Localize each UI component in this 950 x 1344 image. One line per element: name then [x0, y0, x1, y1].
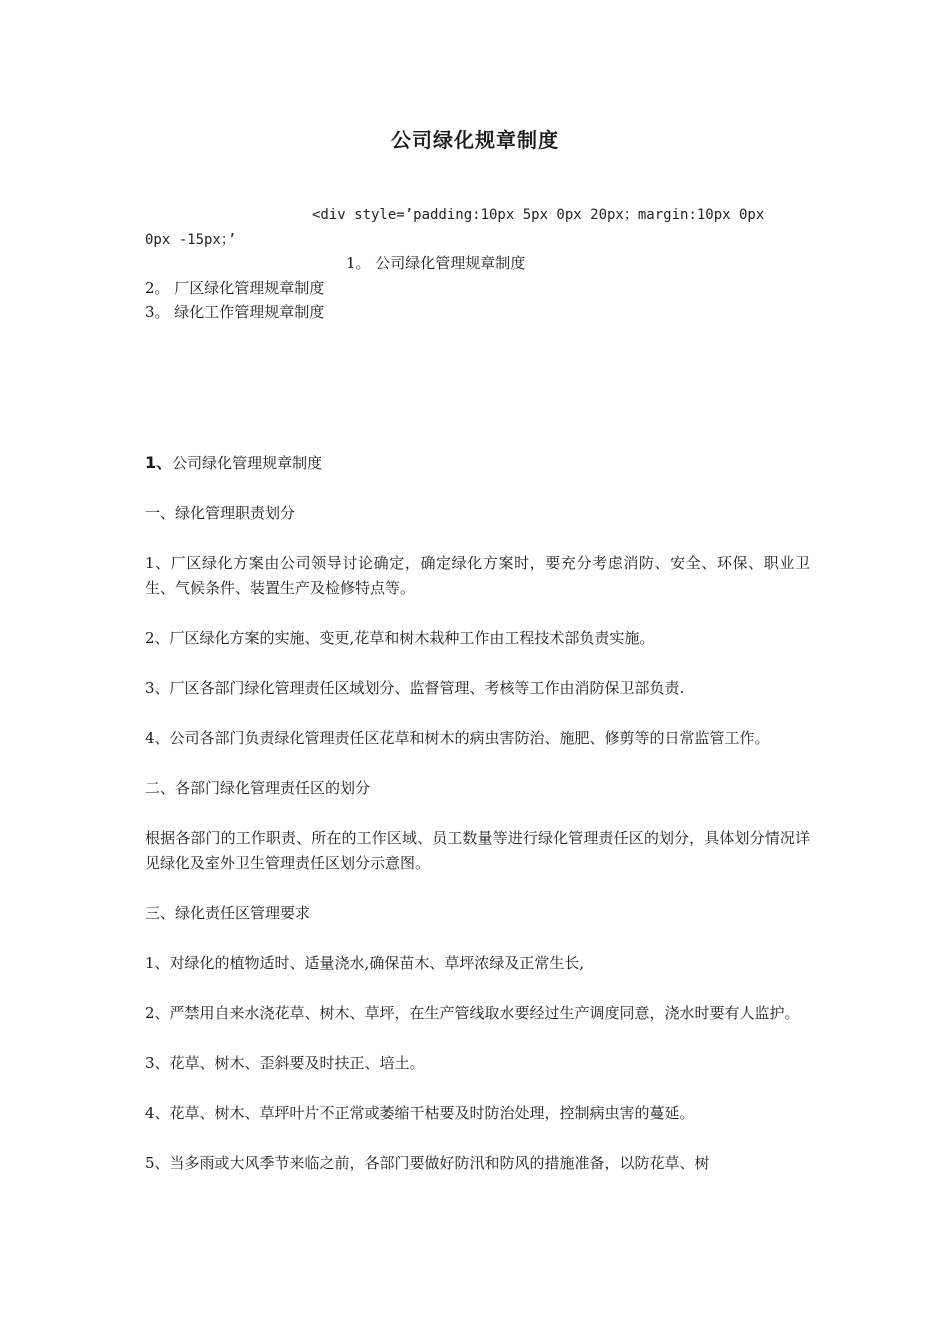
paragraph: 3、厂区各部门绿化管理责任区域划分、监督管理、考核等工作由消防保卫部负责. [145, 679, 685, 697]
paragraph: 根据各部门的工作职责、所在的工作区域、员工数量等进行绿化管理责任区的划分，具体划分情况详见绿化及室外卫生管理责任区划分示意图。 [145, 829, 810, 872]
subheading-responsibilities: 一、绿化管理职责划分 [145, 504, 296, 522]
toc-item-2[interactable]: 2。 厂区绿化管理规章制度 [145, 279, 325, 297]
toc-item-1[interactable]: 1。 公司绿化管理规章制度 [346, 254, 526, 272]
section-number: 1、 [145, 453, 173, 472]
paragraph: 1、厂区绿化方案由公司领导讨论确定，确定绿化方案时，要充分考虑消防、安全、环保、职业卫生、气候条件、装置生产及检修特点等。 [145, 554, 810, 597]
paragraph: 2、严禁用自来水浇花草、树木、草坪，在生产管线取水要经过生产调度同意，浇水时要有人监护。 [145, 1004, 800, 1022]
paragraph: 5、当多雨或大风季节来临之前，各部门要做好防汛和防风的措施准备，以防花草、树 [145, 1154, 710, 1172]
section-title: 公司绿化管理规章制度 [172, 454, 323, 472]
page-title: 公司绿化规章制度 [391, 128, 559, 152]
paragraph: 3、花草、树木、歪斜要及时扶正、培土。 [145, 1054, 425, 1072]
subheading-zone-requirements: 三、绿化责任区管理要求 [145, 904, 311, 922]
paragraph: 2、厂区绿化方案的实施、变更,花草和树木栽种工作由工程技术部负责实施。 [145, 629, 655, 647]
code-fragment-line-1: <div style=’padding:10px 5px 0px 20px；margin:10px 0px [312, 207, 765, 223]
document-body [145, 450, 810, 1201]
paragraph: 4、花草、树木、草坪叶片不正常或萎缩干枯要及时防治处理，控制病虫害的蔓延。 [145, 1104, 695, 1122]
code-fragment-line-2: 0px -15px；’ [145, 232, 237, 248]
toc-item-3[interactable]: 3。 绿化工作管理规章制度 [145, 303, 325, 321]
section-heading [145, 450, 810, 476]
subheading-zone-division: 二、各部门绿化管理责任区的划分 [145, 779, 371, 797]
paragraph: 4、公司各部门负责绿化管理责任区花草和树木的病虫害防治、施肥、修剪等的日常监管工作。 [145, 729, 770, 747]
paragraph: 1、对绿化的植物适时、适量浇水,确保苗木、草坪浓绿及正常生长, [145, 954, 585, 972]
